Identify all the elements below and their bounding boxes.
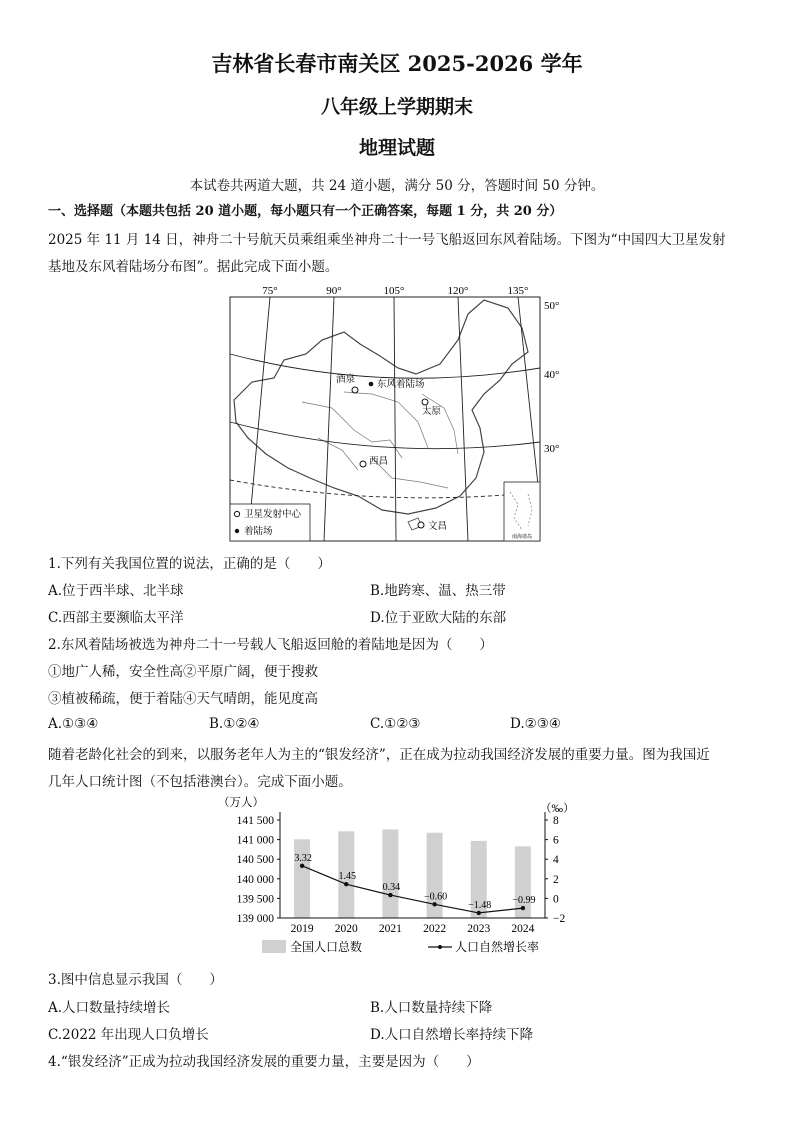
passage2-line1: 随着老龄化社会的到来，以服务老年人为主的“银发经济”，正在成为拉动我国经济发展的重要力量。图为我国近 bbox=[48, 747, 710, 763]
right-tick-label: 8 bbox=[553, 815, 559, 827]
q1-option-c[interactable]: C.西部主要濒临太平洋 bbox=[48, 610, 184, 626]
rate-data-label: 0.34 bbox=[382, 882, 401, 894]
legend-dot-icon bbox=[235, 529, 239, 533]
left-tick-label: 139 500 bbox=[236, 893, 274, 906]
q3-option-c[interactable]: C.2022 年出现人口负增长 bbox=[48, 1027, 209, 1043]
q3-stem: 3.图中信息显示我国（ ） bbox=[48, 972, 223, 988]
right-tick-label: 4 bbox=[553, 854, 559, 867]
q2-option-a[interactable]: A.①③④ bbox=[48, 716, 99, 732]
south-china-sea-inset bbox=[504, 482, 540, 541]
q2-option-b[interactable]: B.①②④ bbox=[209, 716, 260, 732]
rate-point bbox=[300, 864, 304, 868]
lon-label-105: 105° bbox=[383, 285, 405, 297]
x-tick-label: 2020 bbox=[334, 923, 358, 935]
q2-stem: 2.东风着陆场被选为神舟二十一号载人飞船返回舱的着陆地是因为（ ） bbox=[48, 637, 493, 653]
left-tick-label: 140 500 bbox=[236, 854, 274, 867]
exam-intro: 本试卷共两道大题，共 24 道小题，满分 50 分，答题时间 50 分钟。 bbox=[189, 178, 605, 194]
xichang-marker bbox=[360, 461, 366, 467]
rate-point bbox=[432, 902, 436, 906]
taiyuan-label: 太原 bbox=[422, 407, 442, 417]
rate-point bbox=[344, 882, 348, 886]
left-tick-label: 141 000 bbox=[236, 834, 274, 847]
passage1-line1: 2025 年 11 月 14 日，神舟二十号航天员乘组乘坐神舟二十一号飞船返回东风着陆场。下图为“中国四大卫星发射 bbox=[48, 232, 726, 248]
legend-population-label: 全国人口总数 bbox=[290, 940, 363, 954]
left-tick-label: 140 000 bbox=[236, 873, 274, 886]
x-tick-label: 2024 bbox=[511, 923, 535, 935]
rate-data-label: 1.45 bbox=[338, 871, 356, 883]
x-tick-label: 2021 bbox=[378, 923, 402, 935]
wenchang-label: 文昌 bbox=[428, 522, 448, 532]
rate-data-label: −0.99 bbox=[512, 895, 536, 907]
legend-landing-site: 着陆场 bbox=[244, 527, 273, 537]
q3-option-d[interactable]: D.人口自然增长率持续下降 bbox=[370, 1027, 534, 1043]
dongfeng-marker bbox=[369, 382, 374, 387]
q2-option-d[interactable]: D.②③④ bbox=[510, 716, 561, 732]
q2-option-c[interactable]: C.①②③ bbox=[370, 716, 421, 732]
dongfeng-label: 东风着陆场 bbox=[377, 380, 425, 390]
lon-label-135: 135° bbox=[507, 285, 529, 297]
wenchang-marker bbox=[418, 522, 424, 528]
left-axis-unit: （万人） bbox=[218, 797, 264, 809]
left-tick-label: 141 500 bbox=[236, 815, 274, 827]
right-tick-label: 2 bbox=[553, 873, 559, 886]
lon-label-90: 90° bbox=[326, 285, 342, 297]
lat-label-30: 30° bbox=[544, 443, 560, 455]
legend-line-dot bbox=[438, 945, 442, 949]
jiuquan-label: 酒泉 bbox=[336, 375, 356, 385]
jiuquan-marker bbox=[352, 387, 358, 393]
population-bar bbox=[294, 839, 310, 918]
lon-label-75: 75° bbox=[262, 285, 278, 297]
right-tick-label: 6 bbox=[553, 834, 559, 847]
rate-data-label: −0.60 bbox=[424, 891, 448, 903]
left-tick-label: 139 000 bbox=[236, 913, 274, 925]
rate-point bbox=[388, 893, 392, 897]
taiyuan-marker bbox=[422, 399, 428, 405]
q1-option-a[interactable]: A.位于西半球、北半球 bbox=[48, 583, 184, 599]
q2-statements-1: ①地广人稀，安全性高②平原广阔，便于搜救 bbox=[48, 664, 318, 680]
xichang-label: 西昌 bbox=[369, 457, 389, 467]
passage2-line2: 几年人口统计图（不包括港澳台）。完成下面小题。 bbox=[48, 774, 352, 790]
lat-label-50: 50° bbox=[544, 300, 560, 312]
rate-point bbox=[521, 906, 525, 910]
q1-stem: 1.下列有关我国位置的说法，正确的是（ ） bbox=[48, 556, 331, 572]
population-bar bbox=[382, 829, 398, 918]
right-tick-label: −2 bbox=[553, 913, 566, 925]
q1-option-d[interactable]: D.位于亚欧大陆的东部 bbox=[370, 610, 507, 626]
right-axis-unit: （‰） bbox=[540, 803, 575, 815]
legend-launch-center: 卫星发射中心 bbox=[244, 510, 302, 520]
lon-label-120: 120° bbox=[447, 285, 469, 297]
q3-option-a[interactable]: A.人口数量持续增长 bbox=[48, 1000, 171, 1016]
legend-rate-label: 人口自然增长率 bbox=[455, 940, 540, 954]
inset-label: 南海诸岛 bbox=[511, 535, 533, 540]
rate-point bbox=[477, 911, 481, 915]
exam-title: 吉林省长春市南关区 2025-2026 学年 bbox=[211, 51, 583, 76]
exam-subtitle: 八年级上学期期末 bbox=[320, 96, 473, 118]
x-tick-label: 2022 bbox=[423, 923, 447, 935]
exam-subject: 地理试题 bbox=[358, 137, 435, 159]
rate-data-label: −1.48 bbox=[468, 899, 492, 911]
passage1-line2: 基地及东风着陆场分布图”。据此完成下面小题。 bbox=[48, 259, 339, 275]
q4-stem: 4.“银发经济”正成为拉动我国经济发展的重要力量，主要是因为（ ） bbox=[48, 1054, 480, 1070]
right-tick-label: 0 bbox=[553, 893, 559, 906]
q1-option-b[interactable]: B.地跨寒、温、热三带 bbox=[370, 583, 506, 599]
x-tick-label: 2023 bbox=[467, 923, 491, 935]
lat-label-40: 40° bbox=[544, 369, 560, 381]
population-chart bbox=[200, 792, 590, 962]
q3-option-b[interactable]: B.人口数量持续下降 bbox=[370, 1000, 493, 1016]
x-tick-label: 2019 bbox=[290, 923, 314, 935]
legend-bar-swatch bbox=[262, 940, 286, 953]
legend-circle-icon bbox=[234, 511, 239, 516]
q2-statements-2: ③植被稀疏，便于着陆④天气晴朗，能见度高 bbox=[48, 691, 318, 707]
rate-data-label: 3.32 bbox=[294, 852, 312, 864]
section1-heading: 一、选择题（本题共包括 20 道小题，每小题只有一个正确答案，每题 1 分，共 20 分） bbox=[48, 204, 563, 219]
china-launch-sites-map bbox=[222, 282, 570, 544]
